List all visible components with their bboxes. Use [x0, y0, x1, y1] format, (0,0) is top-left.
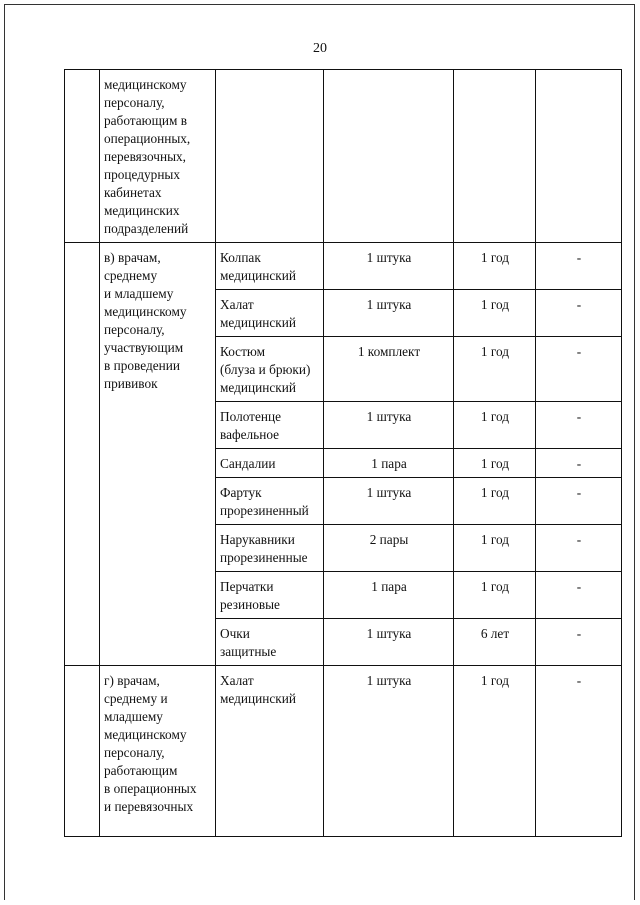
category-cell: г) врачам, среднему и младшему медицинскому персоналу, работающим в операционных и перевязочных	[100, 666, 216, 837]
quantity-cell: 1 штука	[324, 478, 454, 525]
item-cell: Костюм (блуза и брюки) медицинский	[216, 337, 324, 402]
quantity-cell: 1 пара	[324, 572, 454, 619]
item-cell: Очки защитные	[216, 619, 324, 666]
number-cell	[65, 243, 100, 666]
term-cell: 1 год	[454, 243, 536, 290]
page-number: 20	[313, 41, 327, 56]
table-row	[65, 243, 622, 290]
quantity-cell: 1 штука	[324, 290, 454, 337]
table-row	[65, 70, 622, 243]
quantity-cell: 1 штука	[324, 619, 454, 666]
item-cell: Сандалии	[216, 449, 324, 478]
term-cell: 1 год	[454, 525, 536, 572]
item-cell: Фартук прорезиненный	[216, 478, 324, 525]
category-cell: в) врачам, среднему и младшему медицинскому персоналу, участвующим в проведении прививок	[100, 243, 216, 666]
note-cell: -	[536, 290, 622, 337]
term-cell: 1 год	[454, 666, 536, 837]
quantity-cell: 1 штука	[324, 666, 454, 837]
note-cell: -	[536, 478, 622, 525]
term-cell: 1 год	[454, 572, 536, 619]
equipment-table	[64, 69, 622, 837]
note-cell: -	[536, 402, 622, 449]
item-cell	[216, 70, 324, 243]
note-cell	[536, 70, 622, 243]
term-cell: 1 год	[454, 290, 536, 337]
category-cell: медицинскому персоналу, работающим в операционных, перевязочных, процедурных кабинетах медицинских подразделений	[100, 70, 216, 243]
note-cell: -	[536, 337, 622, 402]
term-cell	[454, 70, 536, 243]
note-cell: -	[536, 243, 622, 290]
quantity-cell: 1 пара	[324, 449, 454, 478]
note-cell: -	[536, 525, 622, 572]
term-cell: 1 год	[454, 337, 536, 402]
term-cell: 6 лет	[454, 619, 536, 666]
term-cell: 1 год	[454, 449, 536, 478]
table-row	[65, 666, 622, 837]
quantity-cell: 2 пары	[324, 525, 454, 572]
item-cell: Полотенце вафельное	[216, 402, 324, 449]
number-cell	[65, 70, 100, 243]
item-cell: Нарукавники прорезиненные	[216, 525, 324, 572]
quantity-cell: 1 штука	[324, 402, 454, 449]
term-cell: 1 год	[454, 402, 536, 449]
quantity-cell	[324, 70, 454, 243]
quantity-cell: 1 комплект	[324, 337, 454, 402]
note-cell: -	[536, 619, 622, 666]
item-cell: Колпак медицинский	[216, 243, 324, 290]
quantity-cell: 1 штука	[324, 243, 454, 290]
item-cell: Перчатки резиновые	[216, 572, 324, 619]
term-cell: 1 год	[454, 478, 536, 525]
item-cell: Халат медицинский	[216, 666, 324, 837]
number-cell	[65, 666, 100, 837]
note-cell: -	[536, 666, 622, 837]
note-cell: -	[536, 572, 622, 619]
note-cell: -	[536, 449, 622, 478]
item-cell: Халат медицинский	[216, 290, 324, 337]
